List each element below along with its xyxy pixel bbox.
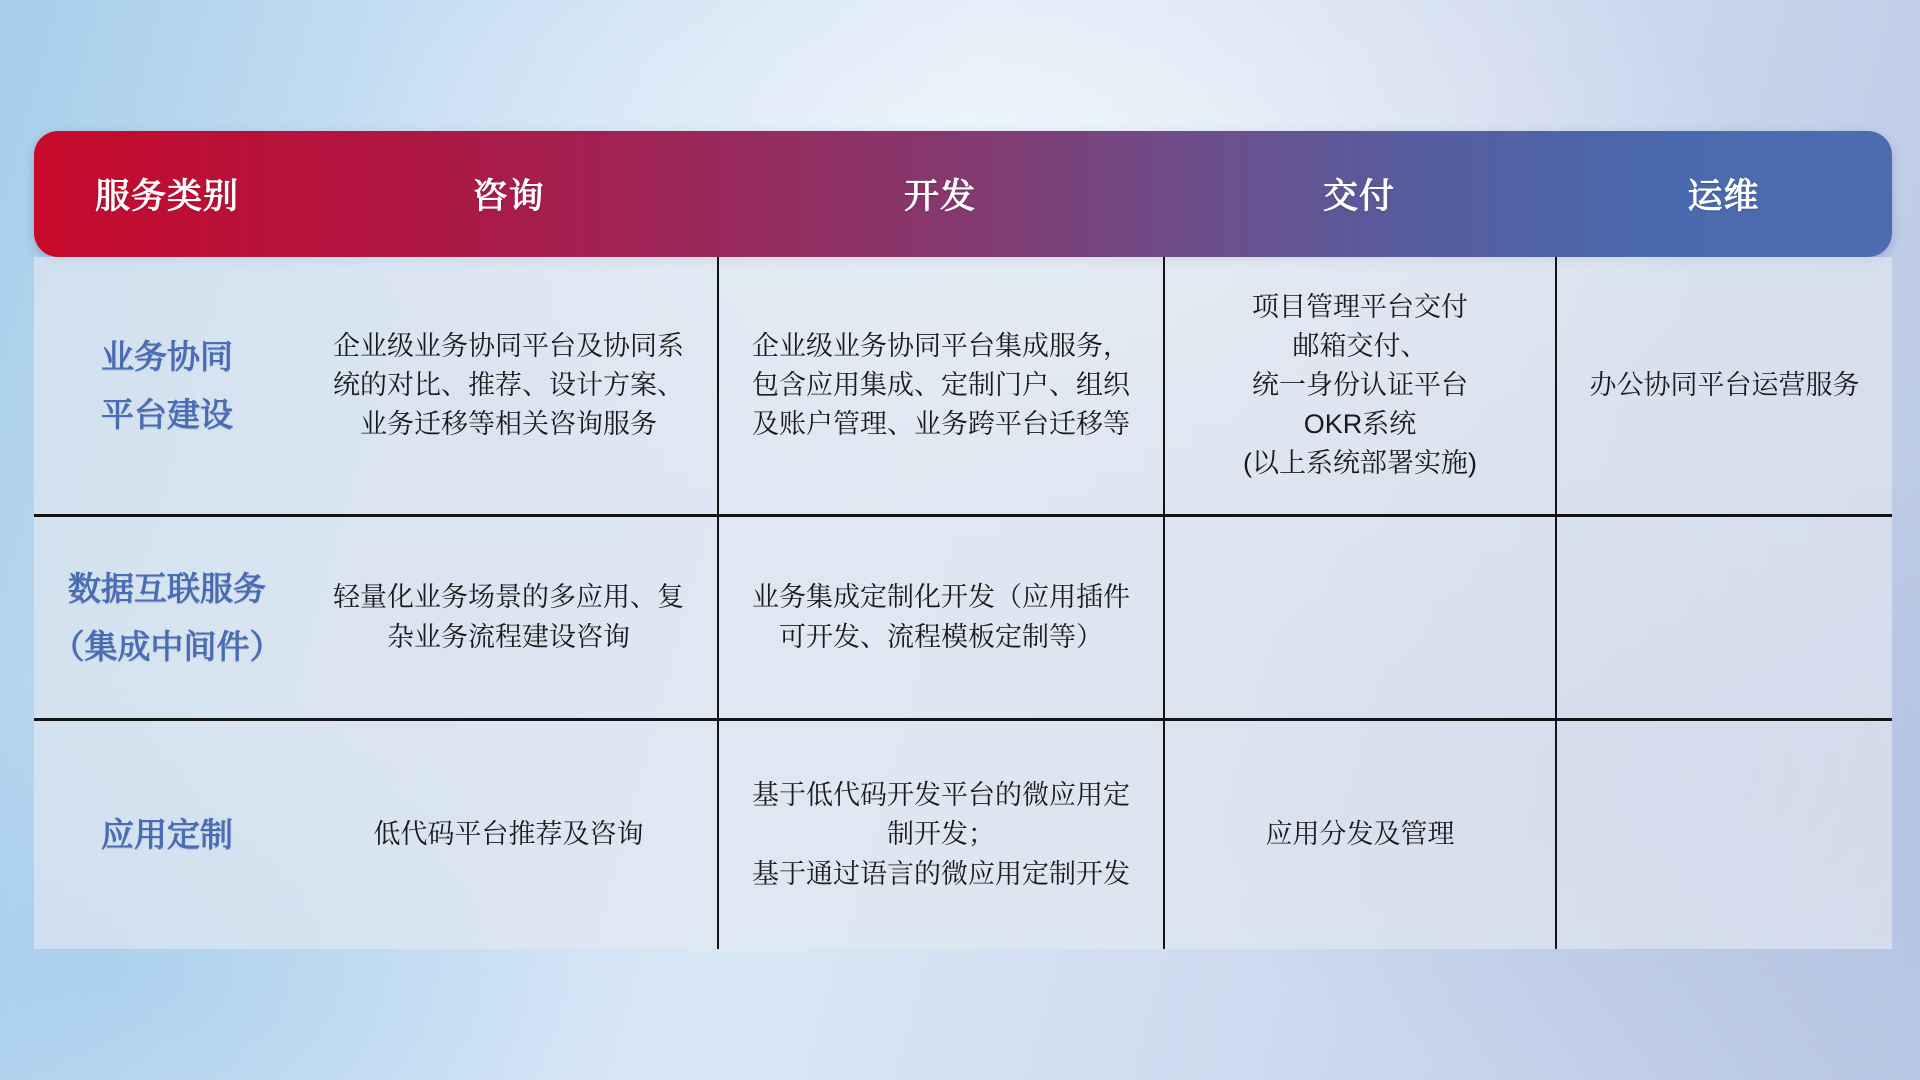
cell-development: 企业级业务协同平台集成服务， 包含应用集成、定制门户、组织 及账户管理、业务跨平台迁移等 bbox=[717, 257, 1163, 517]
cell-consulting: 轻量化业务场景的多应用、复 杂业务流程建设咨询 bbox=[300, 517, 717, 721]
header-development: 开发 bbox=[903, 177, 976, 216]
cell-operations bbox=[1555, 721, 1892, 949]
cell-development: 基于低代码开发平台的微应用定 制开发； 基于通过语言的微应用定制开发 bbox=[717, 721, 1163, 949]
header-consulting: 咨询 bbox=[472, 177, 545, 216]
row-category: 业务协同 平台建设 bbox=[34, 257, 300, 517]
cell-consulting: 低代码平台推荐及咨询 bbox=[373, 819, 644, 850]
cell-operations bbox=[1555, 517, 1892, 721]
table-header-row bbox=[34, 131, 1892, 257]
cell-operations: 办公协同平台运营服务 bbox=[1555, 257, 1892, 517]
row-category: 应用定制 bbox=[101, 816, 233, 854]
cell-development: 业务集成定制化开发（应用插件 可开发、流程模板定制等） bbox=[717, 517, 1163, 721]
services-table bbox=[34, 131, 1892, 949]
header-delivery: 交付 bbox=[1322, 177, 1395, 216]
table-body bbox=[34, 257, 1892, 949]
header-service-category: 服务类别 bbox=[94, 177, 239, 216]
cell-delivery: 项目管理平台交付 邮箱交付、 统一身份认证平台 OKR系统 (以上系统部署实施) bbox=[1163, 257, 1555, 517]
cell-consulting: 企业级业务协同平台及协同系 统的对比、推荐、设计方案、 业务迁移等相关咨询服务 bbox=[300, 257, 717, 517]
cell-delivery bbox=[1163, 517, 1555, 721]
cell-delivery: 应用分发及管理 bbox=[1163, 721, 1555, 949]
row-category: 数据互联服务 （集成中间件） bbox=[34, 517, 300, 721]
header-operations: 运维 bbox=[1687, 177, 1760, 216]
